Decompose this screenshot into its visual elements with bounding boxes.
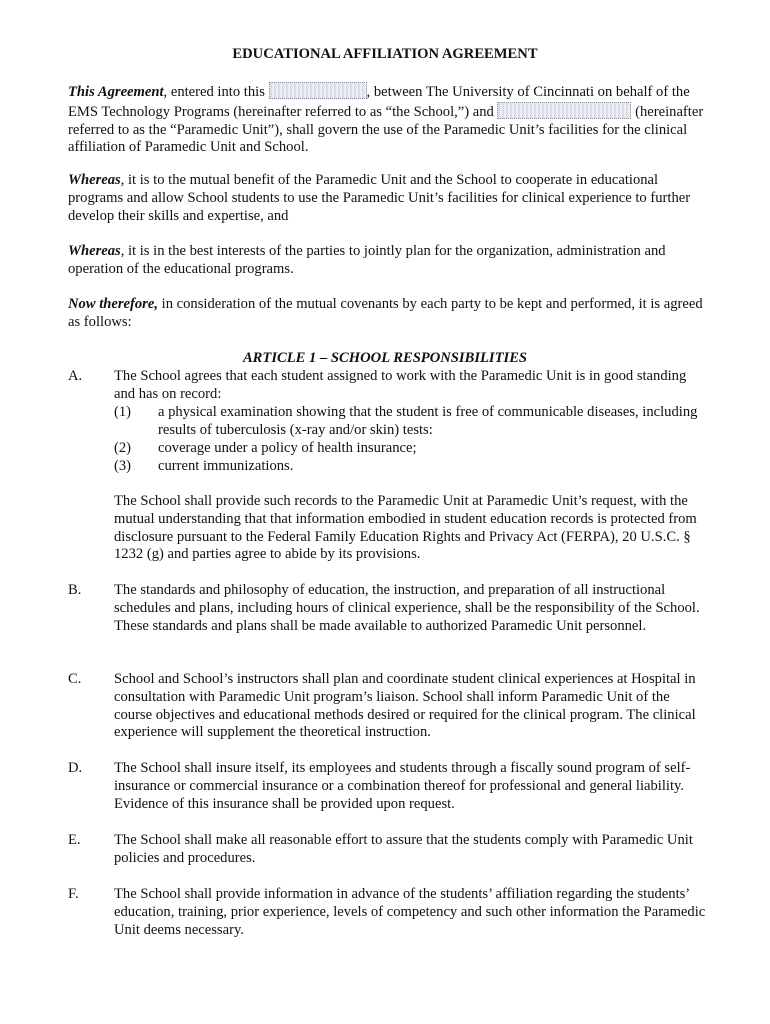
item-e-letter: E. <box>68 832 81 848</box>
item-c-text: School and School’s instructors shall plan and coordinate student clinical experiences at Hospital in consultation with Paramedic Unit program’s liaison. School shall inform Paramedic Unit of the course objectives and educational methods desired or required for the clinical program. The clinical experience will supplement the theoretical instruction. <box>114 671 696 741</box>
paramedic-unit-name-field[interactable] <box>497 102 631 119</box>
now-therefore-text: in consideration of the mutual covenants by each party to be kept and performed, it is agreed as follows: <box>68 296 703 330</box>
date-input-field[interactable] <box>269 82 367 99</box>
intro-text-2: , between The University of Cincinnati on behalf of the EMS Technology Programs (hereinafter referred to as “the School,”) and <box>68 84 690 120</box>
item-f-text: The School shall provide information in advance of the students’ affiliation regarding the students’ education, training, prior experience, levels of competency and such other information the Paramedic Unit deems necessary. <box>114 886 706 938</box>
item-e-text: The School shall make all reasonable effort to assure that the students comply with Paramedic Unit policies and procedures. <box>114 832 693 866</box>
item-c-letter: C. <box>68 671 82 687</box>
sub-1-text: a physical examination showing that the student is free of communicable diseases, including results of tuberculosis (x-ray and/or skin) tests: <box>158 404 698 438</box>
article-1-heading: ARTICLE 1 – SCHOOL RESPONSIBILITIES <box>242 350 528 366</box>
item-b-letter: B. <box>68 582 82 598</box>
now-therefore-paragraph <box>68 296 708 332</box>
now-therefore-lead: Now therefore, <box>68 296 158 312</box>
sub-3-number: (3) <box>114 458 132 474</box>
whereas-text-1: , it is to the mutual benefit of the Paramedic Unit and the School to cooperate in educational programs and allow School students to use the Paramedic Unit’s facilities for clinical experience to further develop their skills and expertise, and <box>68 172 691 224</box>
intro-text-3: (hereinafter referred to as the “Paramedic Unit”), shall govern the use of the Paramedic Unit’s facilities for the clinical affiliation of Paramedic Unit and School. <box>68 103 704 156</box>
sub-2-number: (2) <box>114 440 132 456</box>
intro-lead: This Agreement <box>68 84 164 100</box>
item-d-letter: D. <box>68 760 83 776</box>
whereas-lead-1: Whereas <box>68 172 121 188</box>
item-f-letter: F. <box>68 886 79 902</box>
item-d-text: The School shall insure itself, its employees and students through a fiscally sound program of self-insurance or commercial insurance or a combination thereof for professional and general liability. Evidence of this insurance shall be provided upon request. <box>114 760 691 812</box>
item-b-text: The standards and philosophy of education, the instruction, and preparation of all instructional schedules and plans, including hours of clinical experience, shall be the responsibility of the School. These standards and plans shall be made available to authorized Paramedic Unit personnel. <box>114 582 700 634</box>
document-title: EDUCATIONAL AFFILIATION AGREEMENT <box>232 46 538 62</box>
item-a-text: The School agrees that each student assigned to work with the Paramedic Unit is in good standing and has on record: <box>114 368 687 402</box>
item-a-letter: A. <box>68 368 83 384</box>
intro-text-1: , entered into this <box>163 84 269 100</box>
whereas-paragraph-1 <box>68 172 708 225</box>
whereas-paragraph-2 <box>68 243 708 279</box>
item-a-followup: The School shall provide such records to the Paramedic Unit at Paramedic Unit’s request, with the mutual understanding that that information embodied in student education records is protected from disclosure pursuant to the Federal Family Education Rights and Privacy Act (FERPA), 20 U.S.C. § 1232 (g) and parties agree to abide by its provisions. <box>114 493 697 563</box>
sub-2-text: coverage under a policy of health insurance; <box>158 440 417 456</box>
whereas-lead-2: Whereas <box>68 243 121 259</box>
sub-3-text: current immunizations. <box>158 458 294 474</box>
intro-paragraph <box>68 82 708 157</box>
whereas-text-2: , it is in the best interests of the parties to jointly plan for the organization, administration and operation of the educational programs. <box>68 243 666 277</box>
sub-1-number: (1) <box>114 404 132 420</box>
